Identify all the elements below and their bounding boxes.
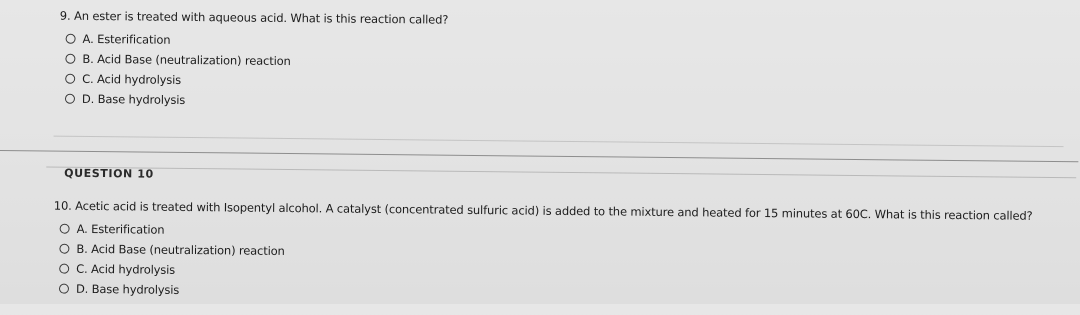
divider — [46, 166, 1076, 178]
question-9-option-d[interactable] — [65, 89, 448, 113]
question-9-text: 9. An ester is treated with aqueous acid. What is this reaction called? — [59, 8, 449, 27]
radio-button-icon[interactable] — [66, 34, 76, 44]
option-label: A. Esterification — [76, 221, 165, 237]
question-10 — [53, 199, 1033, 309]
radio-button-icon[interactable] — [59, 244, 69, 254]
option-label: A. Esterification — [82, 31, 171, 47]
option-label: C. Acid hydrolysis — [82, 71, 182, 87]
option-label: B. Acid Base (neutralization) reaction — [76, 241, 285, 258]
radio-button-icon[interactable] — [60, 224, 70, 234]
radio-button-icon[interactable] — [65, 74, 75, 84]
option-label: B. Acid Base (neutralization) reaction — [82, 51, 291, 69]
question-9 — [59, 9, 448, 113]
radio-button-icon[interactable] — [59, 264, 69, 274]
option-label: D. Base hydrolysis — [81, 91, 186, 107]
divider — [54, 136, 1064, 148]
option-label: C. Acid hydrolysis — [76, 261, 176, 277]
question-9-options — [59, 29, 448, 113]
question-10-text: 10. Acetic acid is treated with Isopentyl alcohol. A catalyst (concentrated sulfuric acid) is added to the mixture and heated for 15 minutes at 60C. What is this reaction called? — [53, 198, 1033, 223]
option-label: D. Base hydrolysis — [75, 281, 180, 297]
radio-button-icon[interactable] — [65, 94, 75, 104]
question-10-options — [53, 219, 1033, 309]
section-divider — [0, 150, 1078, 162]
radio-button-icon[interactable] — [59, 284, 69, 294]
question-10-heading: QUESTION 10 — [64, 166, 154, 181]
radio-button-icon[interactable] — [65, 54, 75, 64]
